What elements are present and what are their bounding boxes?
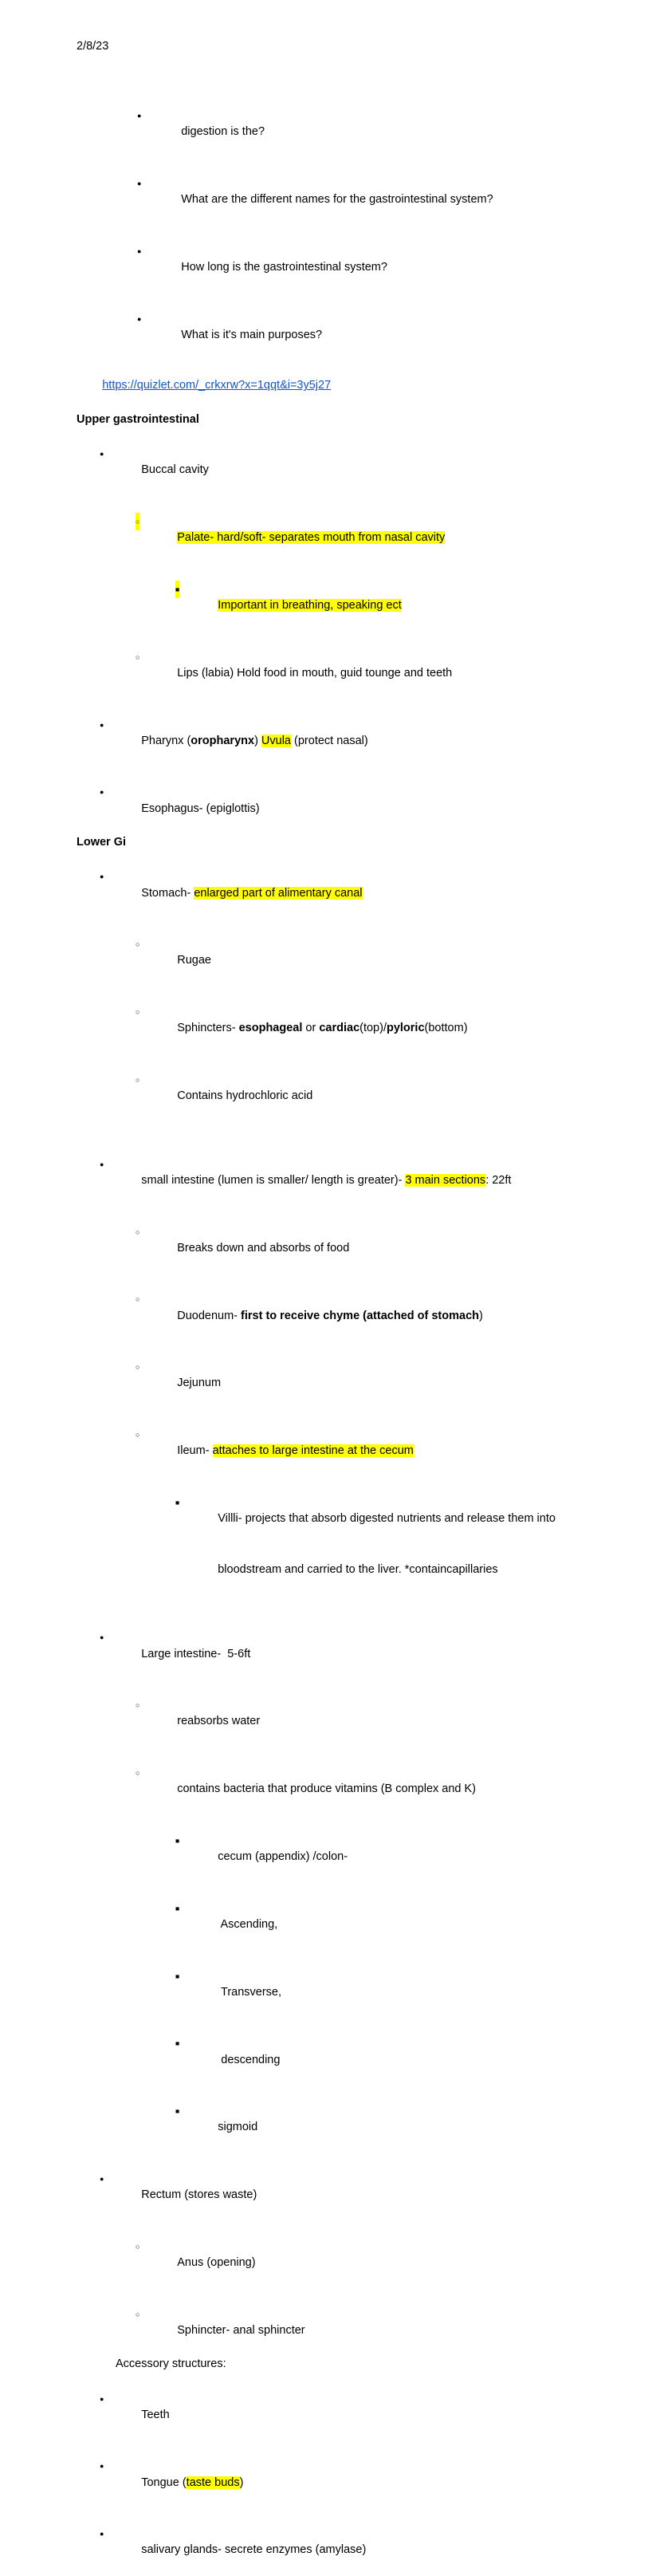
sphincters-text-a: Sphincters- bbox=[177, 1022, 239, 1035]
list-item bbox=[0, 2373, 660, 2440]
villi-text-line2: bloodstream and carried to the liver. *containcapillaries bbox=[218, 1562, 498, 1576]
list-item bbox=[0, 90, 660, 158]
circle-bullet-icon bbox=[136, 1426, 139, 1444]
buccal-cavity-text: Buccal cavity bbox=[141, 463, 209, 477]
circle-bullet-icon bbox=[136, 1071, 139, 1089]
list-item bbox=[0, 1815, 660, 1883]
section-heading-lower: Lower Gi bbox=[77, 835, 127, 849]
large-intestine-text: Large intestine- 5-6ft bbox=[141, 1647, 251, 1660]
uvula-highlight: Uvula bbox=[261, 734, 291, 747]
circle-bullet-icon bbox=[136, 513, 139, 530]
disc-bullet-icon bbox=[137, 107, 141, 124]
square-bullet-icon bbox=[175, 581, 179, 598]
sphincters-bold-cardiac: cardiac bbox=[319, 1022, 360, 1035]
disc-bullet-icon bbox=[137, 310, 141, 328]
lips-text: Lips (labia) Hold food in mouth, guid tounge and teeth bbox=[177, 666, 453, 679]
villi-text-line1: Villli- projects that absorb digested nutrients and release them into bbox=[218, 1512, 556, 1526]
disc-bullet-icon bbox=[100, 2525, 104, 2543]
circle-bullet-icon bbox=[136, 1358, 139, 1376]
anal-sphincter-text: Sphincter- anal sphincter bbox=[177, 2323, 305, 2337]
salivary-text: salivary glands- secrete enzymes (amylase) bbox=[141, 2543, 367, 2557]
list-item bbox=[0, 2288, 660, 2356]
square-bullet-icon bbox=[175, 1900, 179, 1917]
list-item bbox=[0, 1680, 660, 1747]
list-item bbox=[0, 1206, 660, 1274]
list-item bbox=[0, 699, 660, 766]
jejunum-text: Jejunum bbox=[177, 1377, 222, 1390]
circle-bullet-icon bbox=[136, 1696, 139, 1714]
blank-line bbox=[0, 1595, 660, 1612]
circle-bullet-icon bbox=[136, 1290, 139, 1308]
rectum-text: Rectum (stores waste) bbox=[141, 2188, 257, 2202]
rugae-text: Rugae bbox=[177, 954, 211, 967]
sigmoid-text: sigmoid bbox=[218, 2121, 258, 2134]
sphincters-bold-esophageal: esophageal bbox=[238, 1022, 303, 1035]
square-bullet-icon bbox=[175, 2102, 179, 2120]
cecum-text: cecum (appendix) /colon- bbox=[218, 1850, 348, 1864]
list-item bbox=[0, 1139, 660, 1207]
square-bullet-icon bbox=[175, 1494, 179, 1511]
sphincters-text-top: (top)/ bbox=[359, 1022, 387, 1035]
duodenum-bold: first to receive chyme (attached of stomach bbox=[241, 1309, 479, 1322]
list-item bbox=[0, 1477, 660, 1545]
accessory-heading: Accessory structures: bbox=[116, 2357, 226, 2371]
stomach-highlight: enlarged part of alimentary canal bbox=[194, 886, 363, 900]
circle-bullet-icon bbox=[136, 1764, 139, 1782]
disc-bullet-icon bbox=[100, 783, 104, 801]
list-item bbox=[0, 919, 660, 987]
disc-bullet-icon bbox=[100, 2457, 104, 2475]
list-item bbox=[0, 632, 660, 699]
list-item bbox=[0, 158, 660, 226]
list-item bbox=[0, 766, 660, 834]
sphincters-text-bottom: (bottom) bbox=[424, 1022, 468, 1035]
duodenum-text-a: Duodenum- bbox=[177, 1309, 242, 1322]
disc-bullet-icon bbox=[100, 2390, 104, 2408]
section-heading-upper: Upper gastrointestinal bbox=[77, 412, 199, 426]
list-item bbox=[0, 2508, 660, 2576]
descending-text: descending bbox=[218, 2053, 281, 2066]
list-item bbox=[0, 1274, 660, 1341]
pharynx-bold: oropharynx bbox=[191, 734, 255, 747]
list-item bbox=[0, 2018, 660, 2086]
list-item bbox=[0, 564, 660, 632]
small-intestine-text-b: : 22ft bbox=[485, 1173, 512, 1187]
list-item bbox=[0, 2153, 660, 2221]
disc-bullet-icon bbox=[100, 2170, 104, 2188]
circle-bullet-icon bbox=[136, 1003, 139, 1021]
circle-bullet-icon bbox=[136, 2306, 139, 2323]
tongue-text-b: ) bbox=[239, 2476, 244, 2489]
quizlet-link[interactable]: https://quizlet.com/_crkxrw?x=1qqt&i=3y5j27 bbox=[102, 379, 332, 392]
disc-bullet-icon bbox=[100, 1629, 104, 1646]
list-item bbox=[0, 1747, 660, 1815]
list-item bbox=[0, 1409, 660, 1477]
list-item bbox=[0, 1883, 660, 1951]
square-bullet-icon bbox=[175, 1967, 179, 1985]
sphincters-text-or: or bbox=[302, 1022, 320, 1035]
disc-bullet-icon bbox=[137, 242, 141, 260]
sphincters-bold-pyloric: pyloric bbox=[386, 1022, 425, 1035]
ileum-highlight: attaches to large intestine at the cecum bbox=[212, 1444, 414, 1458]
esophagus-text: Esophagus- (epiglottis) bbox=[141, 802, 260, 815]
list-item bbox=[0, 2221, 660, 2289]
list-item bbox=[0, 1054, 660, 1122]
circle-bullet-icon bbox=[136, 648, 139, 666]
notes-content bbox=[0, 90, 660, 2576]
date-text: 2/8/23 bbox=[77, 40, 109, 53]
circle-bullet-icon bbox=[136, 935, 139, 953]
blank-line bbox=[0, 1121, 660, 1138]
list-item bbox=[0, 2440, 660, 2508]
transverse-text: Transverse, bbox=[218, 1985, 282, 1999]
disc-bullet-icon bbox=[100, 1156, 104, 1173]
palate-sub-text: Important in breathing, speaking ect bbox=[218, 599, 402, 612]
breaks-down-text: Breaks down and absorbs of food bbox=[177, 1241, 350, 1255]
villi-continuation bbox=[0, 1544, 660, 1595]
pharynx-text-c: (protect nasal) bbox=[291, 734, 368, 747]
ascending-text: Ascending, bbox=[218, 1917, 278, 1931]
square-bullet-icon bbox=[175, 2034, 179, 2052]
square-bullet-icon bbox=[175, 1832, 179, 1849]
question-text: What is it's main purposes? bbox=[181, 328, 323, 341]
reabsorbs-text: reabsorbs water bbox=[177, 1715, 261, 1728]
link-line bbox=[0, 360, 660, 412]
list-item bbox=[0, 1341, 660, 1409]
bacteria-text: contains bacteria that produce vitamins (B complex and K) bbox=[177, 1782, 477, 1796]
disc-bullet-icon bbox=[100, 716, 104, 734]
disc-bullet-icon bbox=[100, 868, 104, 885]
circle-bullet-icon bbox=[136, 1223, 139, 1241]
question-text: What are the different names for the gastrointestinal system? bbox=[181, 193, 493, 207]
anus-text: Anus (opening) bbox=[177, 2255, 256, 2269]
palate-text: Palate- hard/soft- separates mouth from nasal cavity bbox=[177, 531, 446, 545]
tongue-text-a: Tongue ( bbox=[141, 2476, 187, 2489]
question-text: How long is the gastrointestinal system? bbox=[181, 261, 387, 274]
ileum-text-a: Ileum- bbox=[177, 1444, 213, 1458]
duodenum-text-b: ) bbox=[479, 1309, 483, 1322]
list-item bbox=[0, 293, 660, 360]
pharynx-text-b: ) bbox=[254, 734, 261, 747]
stomach-text: Stomach- bbox=[141, 886, 194, 900]
small-intestine-highlight: 3 main sections bbox=[405, 1173, 486, 1187]
list-item bbox=[0, 1612, 660, 1680]
small-intestine-text-a: small intestine (lumen is smaller/ length is greater)- bbox=[141, 1173, 406, 1187]
list-item bbox=[0, 428, 660, 496]
circle-bullet-icon bbox=[136, 2238, 139, 2255]
taste-buds-highlight: taste buds bbox=[186, 2476, 240, 2489]
list-item bbox=[0, 987, 660, 1054]
question-text: digestion is the? bbox=[181, 125, 265, 139]
teeth-text: Teeth bbox=[141, 2408, 170, 2421]
list-item bbox=[0, 851, 660, 919]
list-item bbox=[0, 1950, 660, 2018]
list-item bbox=[0, 2086, 660, 2153]
disc-bullet-icon bbox=[137, 175, 141, 192]
disc-bullet-icon bbox=[100, 445, 104, 463]
hydrochloric-text: Contains hydrochloric acid bbox=[177, 1089, 313, 1102]
list-item bbox=[0, 496, 660, 564]
list-item bbox=[0, 226, 660, 293]
pharynx-text-a: Pharynx ( bbox=[141, 734, 191, 747]
